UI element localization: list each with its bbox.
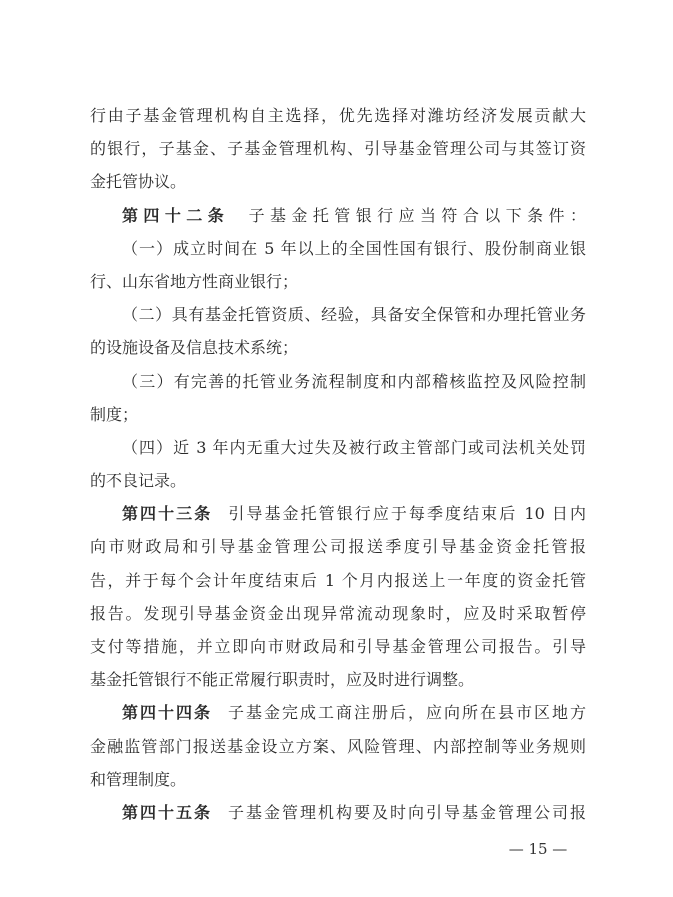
article-heading: 第四十五条 (122, 802, 212, 822)
page-number: — 15 — (508, 840, 568, 858)
text-line: （三）有完善的托管业务流程制度和内部稽核监控及风险控制 (122, 371, 586, 391)
article-heading: 第四十四条 (122, 703, 212, 723)
text-line: 金融监管部门报送基金设立方案、风险管理、内部控制等业务规则 (90, 736, 586, 756)
article-text: 子基金完成工商注册后，应向所在县市区地方 (226, 703, 586, 723)
text-line: 和管理制度。 (90, 769, 187, 789)
text-line: 金托管协议。 (90, 172, 187, 192)
text-line: 的银行，子基金、子基金管理机构、引导基金管理公司与其签订资 (90, 139, 586, 159)
article-text: 子基金托管银行应当符合以下条件： (243, 205, 586, 225)
text-line: （四）近 3 年内无重大过失及被行政主管部门或司法机关处罚 (122, 437, 586, 457)
text-line: 制度； (90, 404, 139, 424)
article-43-line (90, 497, 586, 530)
text-line: 的不良记录。 (90, 471, 187, 491)
text-line: （一）成立时间在 5 年以上的全国性国有银行、股份制商业银 (122, 238, 586, 258)
article-heading: 第四十三条 (122, 504, 213, 524)
text-line: 向市财政局和引导基金管理公司报送季度引导基金资金托管报 (90, 537, 586, 557)
article-heading: 第四十二条 (122, 205, 230, 225)
document-body (90, 99, 586, 829)
text-line: 基金托管银行不能正常履行职责时，应及时进行调整。 (90, 670, 475, 690)
text-line: 行由子基金管理机构自主选择，优先选择对潍坊经济发展贡献大 (90, 106, 586, 125)
article-44-line (90, 696, 586, 729)
article-text: 引导基金托管银行应于每季度结束后 10 日内 (226, 504, 586, 524)
text-line: 行、山东省地方性商业银行； (90, 271, 299, 291)
article-45-line (90, 796, 586, 829)
article-42-line (90, 199, 586, 232)
article-text: 子基金管理机构要及时向引导基金管理公司报 (226, 802, 586, 822)
text-line: 告，并于每个会计年度结束后 1 个月内报送上一年度的资金托管 (90, 570, 586, 590)
text-line: 支付等措施，并立即向市财政局和引导基金管理公司报告。引导 (90, 637, 586, 656)
text-line: 报告。发现引导基金资金出现异常流动现象时，应及时采取暂停 (90, 603, 586, 623)
text-line: （二）具有基金托管资质、经验，具备安全保管和办理托管业务 (122, 305, 586, 325)
text-line: 的设施设备及信息技术系统； (90, 338, 299, 358)
